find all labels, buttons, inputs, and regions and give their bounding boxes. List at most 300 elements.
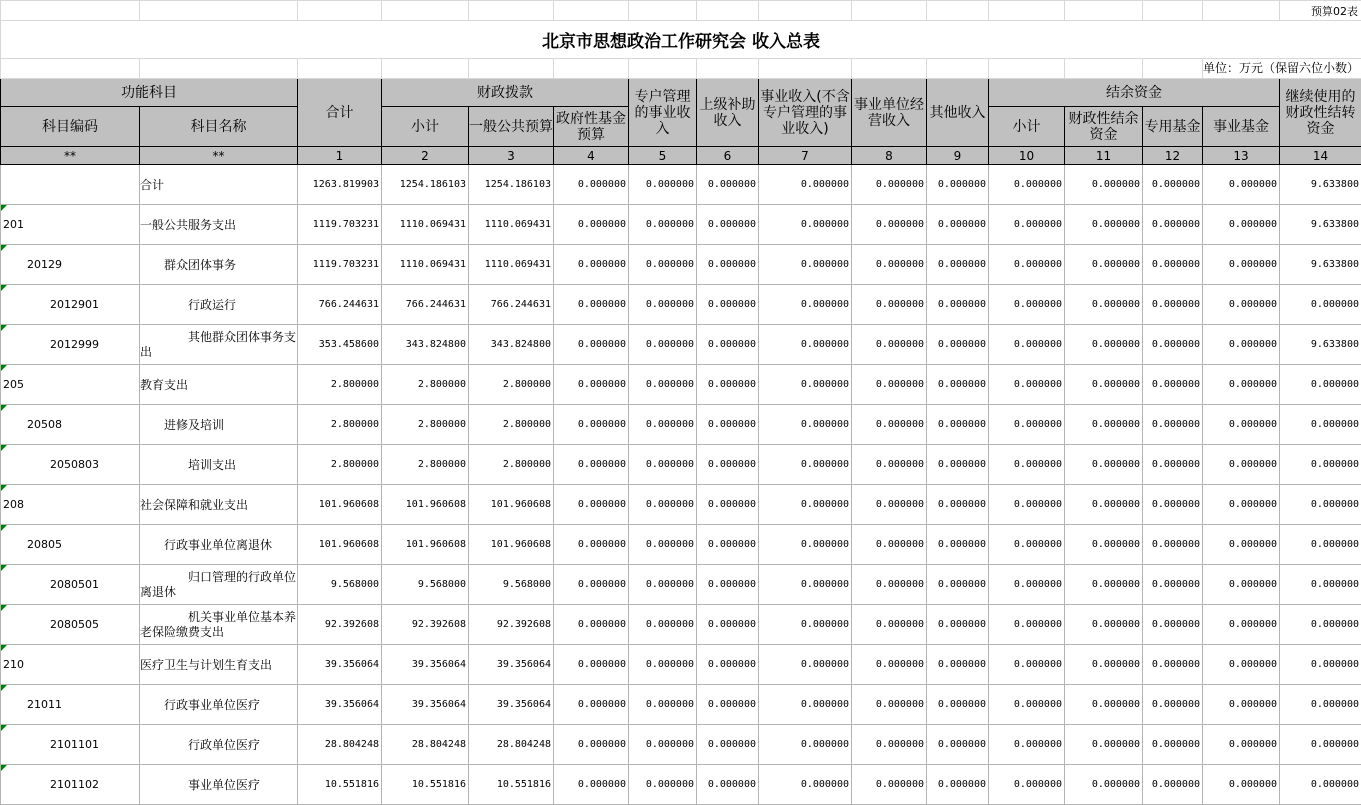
amount-cell[interactable]: 92.392608 — [469, 605, 554, 645]
header-gov-fund-budget[interactable]: 政府性基金预算 — [554, 107, 629, 147]
subject-code-cell[interactable] — [1, 445, 140, 485]
amount-cell[interactable]: 0.000000 — [1143, 765, 1203, 805]
amount-cell[interactable]: 0.000000 — [759, 245, 852, 285]
amount-cell[interactable]: 0.000000 — [1203, 685, 1280, 725]
amount-cell[interactable]: 0.000000 — [1280, 645, 1361, 685]
amount-cell[interactable]: 10.551816 — [469, 765, 554, 805]
amount-cell[interactable]: 0.000000 — [1203, 325, 1280, 365]
amount-cell[interactable]: 766.244631 — [298, 285, 382, 325]
sheet-cell[interactable] — [759, 1, 852, 21]
amount-cell[interactable]: 0.000000 — [697, 165, 759, 205]
amount-cell[interactable]: 0.000000 — [989, 405, 1065, 445]
subject-name-cell[interactable] — [140, 445, 298, 485]
amount-cell[interactable]: 0.000000 — [759, 325, 852, 365]
amount-cell[interactable]: 0.000000 — [852, 725, 927, 765]
amount-cell[interactable]: 0.000000 — [1280, 605, 1361, 645]
amount-cell[interactable]: 0.000000 — [1280, 285, 1361, 325]
amount-cell[interactable]: 0.000000 — [927, 685, 989, 725]
subject-code-cell[interactable] — [1, 605, 140, 645]
amount-cell[interactable]: 0.000000 — [1280, 565, 1361, 605]
subject-name-cell[interactable] — [140, 405, 298, 445]
amount-cell[interactable]: 0.000000 — [697, 205, 759, 245]
subject-name-cell[interactable] — [140, 605, 298, 645]
header-fiscal[interactable]: 财政拨款 — [382, 79, 629, 107]
column-index-cell[interactable]: 5 — [629, 147, 697, 165]
sheet-cell[interactable] — [298, 59, 382, 79]
amount-cell[interactable]: 2.800000 — [298, 365, 382, 405]
subject-name-cell[interactable] — [140, 685, 298, 725]
amount-cell[interactable]: 1254.186103 — [382, 165, 469, 205]
amount-cell[interactable]: 9.568000 — [298, 565, 382, 605]
sheet-cell[interactable] — [1065, 59, 1143, 79]
column-index-cell[interactable]: ** — [1, 147, 140, 165]
header-fiscal-subtotal[interactable]: 小计 — [382, 107, 469, 147]
subject-name-cell[interactable] — [140, 645, 298, 685]
amount-cell[interactable]: 0.000000 — [927, 245, 989, 285]
sheet-cell[interactable] — [629, 59, 697, 79]
header-fiscal-surplus[interactable]: 财政性结余资金 — [1065, 107, 1143, 147]
amount-cell[interactable]: 28.804248 — [382, 725, 469, 765]
subject-code-cell[interactable] — [1, 325, 140, 365]
amount-cell[interactable]: 0.000000 — [852, 405, 927, 445]
amount-cell[interactable]: 0.000000 — [1143, 525, 1203, 565]
amount-cell[interactable]: 0.000000 — [1280, 525, 1361, 565]
amount-cell[interactable]: 0.000000 — [927, 765, 989, 805]
amount-cell[interactable]: 39.356064 — [382, 685, 469, 725]
amount-cell[interactable]: 0.000000 — [1143, 485, 1203, 525]
amount-cell[interactable]: 2.800000 — [382, 445, 469, 485]
amount-cell[interactable]: 0.000000 — [989, 565, 1065, 605]
amount-cell[interactable]: 0.000000 — [927, 605, 989, 645]
amount-cell[interactable]: 0.000000 — [554, 645, 629, 685]
subject-name-cell[interactable] — [140, 325, 298, 365]
amount-cell[interactable]: 0.000000 — [629, 285, 697, 325]
header-general-budget[interactable]: 一般公共预算 — [469, 107, 554, 147]
amount-cell[interactable]: 0.000000 — [852, 605, 927, 645]
amount-cell[interactable]: 0.000000 — [759, 685, 852, 725]
amount-cell[interactable]: 0.000000 — [1280, 765, 1361, 805]
amount-cell[interactable]: 0.000000 — [554, 765, 629, 805]
amount-cell[interactable]: 0.000000 — [1203, 285, 1280, 325]
sheet-cell[interactable] — [1143, 59, 1203, 79]
subject-name-cell[interactable] — [140, 245, 298, 285]
sheet-cell[interactable] — [852, 1, 927, 21]
column-index-cell[interactable]: 4 — [554, 147, 629, 165]
amount-cell[interactable]: 9.633800 — [1280, 325, 1361, 365]
amount-cell[interactable]: 0.000000 — [697, 525, 759, 565]
sheet-cell[interactable] — [554, 59, 629, 79]
amount-cell[interactable]: 0.000000 — [852, 765, 927, 805]
amount-cell[interactable]: 1110.069431 — [382, 205, 469, 245]
amount-cell[interactable]: 0.000000 — [1280, 445, 1361, 485]
amount-cell[interactable]: 0.000000 — [1065, 645, 1143, 685]
amount-cell[interactable]: 39.356064 — [469, 645, 554, 685]
amount-cell[interactable]: 1110.069431 — [469, 205, 554, 245]
amount-cell[interactable]: 0.000000 — [1143, 605, 1203, 645]
amount-cell[interactable]: 39.356064 — [382, 645, 469, 685]
amount-cell[interactable]: 0.000000 — [629, 445, 697, 485]
subject-name-cell[interactable] — [140, 285, 298, 325]
amount-cell[interactable]: 0.000000 — [1143, 285, 1203, 325]
amount-cell[interactable]: 0.000000 — [1280, 485, 1361, 525]
amount-cell[interactable]: 0.000000 — [1065, 685, 1143, 725]
amount-cell[interactable]: 766.244631 — [469, 285, 554, 325]
amount-cell[interactable]: 0.000000 — [629, 685, 697, 725]
amount-cell[interactable]: 0.000000 — [629, 485, 697, 525]
amount-cell[interactable]: 1119.703231 — [298, 245, 382, 285]
amount-cell[interactable]: 0.000000 — [1280, 365, 1361, 405]
amount-cell[interactable]: 0.000000 — [629, 525, 697, 565]
amount-cell[interactable]: 101.960608 — [469, 525, 554, 565]
amount-cell[interactable]: 0.000000 — [852, 285, 927, 325]
amount-cell[interactable]: 0.000000 — [629, 725, 697, 765]
amount-cell[interactable]: 0.000000 — [697, 645, 759, 685]
column-index-cell[interactable]: 2 — [382, 147, 469, 165]
amount-cell[interactable]: 101.960608 — [298, 525, 382, 565]
amount-cell[interactable]: 0.000000 — [1143, 165, 1203, 205]
amount-cell[interactable]: 101.960608 — [382, 525, 469, 565]
amount-cell[interactable]: 0.000000 — [629, 325, 697, 365]
amount-cell[interactable]: 0.000000 — [989, 205, 1065, 245]
amount-cell[interactable]: 0.000000 — [1280, 405, 1361, 445]
column-index-cell[interactable]: 3 — [469, 147, 554, 165]
sheet-cell[interactable] — [1143, 1, 1203, 21]
amount-cell[interactable]: 0.000000 — [852, 245, 927, 285]
amount-cell[interactable]: 0.000000 — [927, 525, 989, 565]
amount-cell[interactable]: 0.000000 — [1143, 445, 1203, 485]
sheet-cell[interactable] — [382, 59, 469, 79]
sheet-cell[interactable] — [140, 59, 298, 79]
header-superior-subsidy[interactable]: 上级补助收入 — [697, 79, 759, 147]
amount-cell[interactable]: 0.000000 — [697, 685, 759, 725]
column-index-cell[interactable]: 13 — [1203, 147, 1280, 165]
amount-cell[interactable]: 0.000000 — [554, 285, 629, 325]
amount-cell[interactable]: 0.000000 — [1203, 645, 1280, 685]
sheet-cell[interactable] — [629, 1, 697, 21]
amount-cell[interactable]: 0.000000 — [554, 245, 629, 285]
column-index-cell[interactable]: 12 — [1143, 147, 1203, 165]
subject-name-cell[interactable] — [140, 765, 298, 805]
amount-cell[interactable]: 0.000000 — [1065, 245, 1143, 285]
amount-cell[interactable]: 0.000000 — [989, 165, 1065, 205]
amount-cell[interactable]: 28.804248 — [298, 725, 382, 765]
sheet-cell[interactable] — [469, 59, 554, 79]
amount-cell[interactable]: 0.000000 — [989, 525, 1065, 565]
amount-cell[interactable]: 0.000000 — [1203, 765, 1280, 805]
amount-cell[interactable]: 0.000000 — [1065, 365, 1143, 405]
amount-cell[interactable]: 0.000000 — [989, 365, 1065, 405]
amount-cell[interactable]: 0.000000 — [697, 285, 759, 325]
amount-cell[interactable]: 0.000000 — [989, 685, 1065, 725]
amount-cell[interactable]: 0.000000 — [1065, 565, 1143, 605]
amount-cell[interactable]: 9.568000 — [469, 565, 554, 605]
sheet-cell[interactable] — [989, 59, 1065, 79]
amount-cell[interactable]: 0.000000 — [554, 205, 629, 245]
amount-cell[interactable]: 0.000000 — [1280, 685, 1361, 725]
amount-cell[interactable]: 2.800000 — [382, 365, 469, 405]
amount-cell[interactable]: 0.000000 — [1203, 165, 1280, 205]
amount-cell[interactable]: 0.000000 — [759, 525, 852, 565]
amount-cell[interactable]: 0.000000 — [759, 405, 852, 445]
amount-cell[interactable]: 0.000000 — [927, 725, 989, 765]
amount-cell[interactable]: 2.800000 — [469, 445, 554, 485]
amount-cell[interactable]: 0.000000 — [697, 325, 759, 365]
amount-cell[interactable]: 0.000000 — [927, 205, 989, 245]
subject-code-cell[interactable] — [1, 285, 140, 325]
amount-cell[interactable]: 0.000000 — [1143, 725, 1203, 765]
sheet-cell[interactable] — [1, 1, 140, 21]
amount-cell[interactable]: 0.000000 — [759, 445, 852, 485]
amount-cell[interactable]: 39.356064 — [469, 685, 554, 725]
amount-cell[interactable]: 0.000000 — [759, 485, 852, 525]
amount-cell[interactable]: 0.000000 — [989, 485, 1065, 525]
sheet-cell[interactable] — [554, 1, 629, 21]
subject-code-cell[interactable] — [1, 645, 140, 685]
amount-cell[interactable]: 0.000000 — [927, 325, 989, 365]
amount-cell[interactable]: 0.000000 — [1143, 325, 1203, 365]
subject-name-cell[interactable] — [140, 725, 298, 765]
sheet-cell[interactable] — [852, 59, 927, 79]
amount-cell[interactable]: 0.000000 — [989, 325, 1065, 365]
unit-label[interactable]: 单位：万元（保留六位小数） — [1203, 59, 1361, 79]
column-index-cell[interactable]: 11 — [1065, 147, 1143, 165]
amount-cell[interactable]: 2.800000 — [469, 365, 554, 405]
sheet-cell[interactable] — [382, 1, 469, 21]
amount-cell[interactable]: 0.000000 — [629, 645, 697, 685]
amount-cell[interactable]: 0.000000 — [554, 605, 629, 645]
amount-cell[interactable]: 0.000000 — [697, 365, 759, 405]
subject-code-cell[interactable] — [1, 245, 140, 285]
amount-cell[interactable]: 0.000000 — [852, 365, 927, 405]
subject-code-cell[interactable] — [1, 485, 140, 525]
column-index-cell[interactable]: 6 — [697, 147, 759, 165]
amount-cell[interactable]: 343.824800 — [469, 325, 554, 365]
amount-cell[interactable]: 2.800000 — [469, 405, 554, 445]
header-special-income[interactable]: 专户管理的事业收入 — [629, 79, 697, 147]
amount-cell[interactable]: 0.000000 — [554, 485, 629, 525]
amount-cell[interactable]: 0.000000 — [1065, 725, 1143, 765]
amount-cell[interactable]: 0.000000 — [697, 245, 759, 285]
amount-cell[interactable]: 0.000000 — [554, 445, 629, 485]
column-index-cell[interactable]: 8 — [852, 147, 927, 165]
amount-cell[interactable]: 101.960608 — [382, 485, 469, 525]
sheet-cell[interactable] — [1, 59, 140, 79]
amount-cell[interactable]: 0.000000 — [1203, 445, 1280, 485]
amount-cell[interactable]: 10.551816 — [382, 765, 469, 805]
amount-cell[interactable]: 0.000000 — [852, 645, 927, 685]
amount-cell[interactable]: 0.000000 — [1065, 485, 1143, 525]
amount-cell[interactable]: 0.000000 — [554, 565, 629, 605]
amount-cell[interactable]: 92.392608 — [298, 605, 382, 645]
subject-code-cell[interactable] — [1, 525, 140, 565]
amount-cell[interactable]: 0.000000 — [697, 445, 759, 485]
amount-cell[interactable]: 0.000000 — [554, 725, 629, 765]
amount-cell[interactable]: 353.458600 — [298, 325, 382, 365]
header-code[interactable]: 科目编码 — [1, 107, 140, 147]
amount-cell[interactable]: 0.000000 — [1203, 245, 1280, 285]
amount-cell[interactable]: 0.000000 — [1065, 525, 1143, 565]
amount-cell[interactable]: 0.000000 — [989, 445, 1065, 485]
header-special-fund[interactable]: 专用基金 — [1143, 107, 1203, 147]
amount-cell[interactable]: 0.000000 — [852, 685, 927, 725]
header-carry-forward[interactable]: 继续使用的财政性结转资金 — [1280, 79, 1361, 147]
amount-cell[interactable]: 0.000000 — [554, 365, 629, 405]
sheet-cell[interactable] — [927, 59, 989, 79]
amount-cell[interactable]: 0.000000 — [852, 445, 927, 485]
amount-cell[interactable]: 0.000000 — [927, 165, 989, 205]
amount-cell[interactable]: 101.960608 — [298, 485, 382, 525]
amount-cell[interactable]: 0.000000 — [1203, 605, 1280, 645]
amount-cell[interactable]: 0.000000 — [852, 565, 927, 605]
amount-cell[interactable]: 0.000000 — [989, 725, 1065, 765]
header-total[interactable]: 合计 — [298, 79, 382, 147]
column-index-cell[interactable]: 7 — [759, 147, 852, 165]
amount-cell[interactable]: 0.000000 — [1203, 525, 1280, 565]
amount-cell[interactable]: 0.000000 — [927, 565, 989, 605]
amount-cell[interactable]: 0.000000 — [927, 445, 989, 485]
form-number[interactable]: 预算02表 — [1280, 1, 1361, 21]
amount-cell[interactable]: 0.000000 — [759, 565, 852, 605]
amount-cell[interactable]: 0.000000 — [697, 765, 759, 805]
subject-code-cell[interactable] — [1, 365, 140, 405]
subject-code-cell[interactable] — [1, 165, 140, 205]
subject-code-cell[interactable] — [1, 685, 140, 725]
amount-cell[interactable]: 0.000000 — [554, 325, 629, 365]
amount-cell[interactable]: 0.000000 — [852, 205, 927, 245]
amount-cell[interactable]: 0.000000 — [554, 165, 629, 205]
column-index-cell[interactable]: ** — [140, 147, 298, 165]
amount-cell[interactable]: 0.000000 — [554, 685, 629, 725]
amount-cell[interactable]: 0.000000 — [1143, 645, 1203, 685]
amount-cell[interactable]: 0.000000 — [927, 285, 989, 325]
sheet-cell[interactable] — [989, 1, 1065, 21]
amount-cell[interactable]: 0.000000 — [1065, 765, 1143, 805]
amount-cell[interactable]: 0.000000 — [697, 565, 759, 605]
sheet-cell[interactable] — [697, 59, 759, 79]
amount-cell[interactable]: 0.000000 — [1203, 725, 1280, 765]
amount-cell[interactable]: 0.000000 — [927, 365, 989, 405]
amount-cell[interactable]: 2.800000 — [298, 445, 382, 485]
amount-cell[interactable]: 2.800000 — [298, 405, 382, 445]
column-index-cell[interactable]: 14 — [1280, 147, 1361, 165]
sheet-cell[interactable] — [1065, 1, 1143, 21]
subject-code-cell[interactable] — [1, 205, 140, 245]
amount-cell[interactable]: 0.000000 — [629, 605, 697, 645]
amount-cell[interactable]: 766.244631 — [382, 285, 469, 325]
subject-name-cell[interactable] — [140, 565, 298, 605]
amount-cell[interactable]: 0.000000 — [1065, 165, 1143, 205]
column-index-cell[interactable]: 10 — [989, 147, 1065, 165]
header-unit-operation[interactable]: 事业单位经营收入 — [852, 79, 927, 147]
amount-cell[interactable]: 1254.186103 — [469, 165, 554, 205]
amount-cell[interactable]: 0.000000 — [1143, 205, 1203, 245]
amount-cell[interactable]: 0.000000 — [629, 365, 697, 405]
header-name[interactable]: 科目名称 — [140, 107, 298, 147]
amount-cell[interactable]: 0.000000 — [759, 165, 852, 205]
amount-cell[interactable]: 0.000000 — [629, 405, 697, 445]
subject-name-cell[interactable] — [140, 205, 298, 245]
header-biz-fund[interactable]: 事业基金 — [1203, 107, 1280, 147]
amount-cell[interactable]: 0.000000 — [759, 765, 852, 805]
amount-cell[interactable]: 1119.703231 — [298, 205, 382, 245]
amount-cell[interactable]: 1110.069431 — [382, 245, 469, 285]
amount-cell[interactable]: 0.000000 — [759, 365, 852, 405]
subject-name-cell[interactable] — [140, 485, 298, 525]
amount-cell[interactable]: 0.000000 — [1203, 565, 1280, 605]
amount-cell[interactable]: 0.000000 — [1065, 445, 1143, 485]
subject-code-cell[interactable] — [1, 565, 140, 605]
amount-cell[interactable]: 0.000000 — [852, 165, 927, 205]
amount-cell[interactable]: 9.633800 — [1280, 245, 1361, 285]
amount-cell[interactable]: 0.000000 — [697, 485, 759, 525]
amount-cell[interactable]: 0.000000 — [1143, 365, 1203, 405]
amount-cell[interactable]: 0.000000 — [1203, 205, 1280, 245]
amount-cell[interactable]: 0.000000 — [759, 605, 852, 645]
sheet-cell[interactable] — [298, 1, 382, 21]
amount-cell[interactable]: 0.000000 — [1143, 245, 1203, 285]
amount-cell[interactable]: 0.000000 — [1143, 565, 1203, 605]
amount-cell[interactable]: 1263.819903 — [298, 165, 382, 205]
header-biz-income[interactable]: 事业收入(不含专户管理的事业收入) — [759, 79, 852, 147]
subject-code-cell[interactable] — [1, 405, 140, 445]
header-surplus-subtotal[interactable]: 小计 — [989, 107, 1065, 147]
amount-cell[interactable]: 92.392608 — [382, 605, 469, 645]
amount-cell[interactable]: 28.804248 — [469, 725, 554, 765]
amount-cell[interactable]: 0.000000 — [989, 645, 1065, 685]
header-func-subject[interactable]: 功能科目 — [1, 79, 298, 107]
amount-cell[interactable]: 0.000000 — [1143, 405, 1203, 445]
amount-cell[interactable]: 0.000000 — [852, 525, 927, 565]
amount-cell[interactable]: 0.000000 — [1203, 405, 1280, 445]
amount-cell[interactable]: 0.000000 — [989, 765, 1065, 805]
amount-cell[interactable]: 39.356064 — [298, 645, 382, 685]
amount-cell[interactable]: 0.000000 — [1143, 685, 1203, 725]
amount-cell[interactable]: 0.000000 — [697, 725, 759, 765]
column-index-cell[interactable]: 9 — [927, 147, 989, 165]
amount-cell[interactable]: 0.000000 — [1065, 205, 1143, 245]
amount-cell[interactable]: 0.000000 — [759, 285, 852, 325]
amount-cell[interactable]: 0.000000 — [759, 645, 852, 685]
amount-cell[interactable]: 0.000000 — [1203, 365, 1280, 405]
amount-cell[interactable]: 0.000000 — [629, 165, 697, 205]
sheet-cell[interactable] — [1203, 1, 1280, 21]
amount-cell[interactable]: 0.000000 — [1065, 325, 1143, 365]
sheet-cell[interactable] — [469, 1, 554, 21]
subject-name-cell[interactable] — [140, 525, 298, 565]
amount-cell[interactable]: 0.000000 — [1065, 285, 1143, 325]
header-other-income[interactable]: 其他收入 — [927, 79, 989, 147]
amount-cell[interactable]: 1110.069431 — [469, 245, 554, 285]
subject-name-cell[interactable] — [140, 165, 298, 205]
sheet-title[interactable]: 北京市思想政治工作研究会 收入总表 — [1, 21, 1361, 59]
header-surplus[interactable]: 结余资金 — [989, 79, 1280, 107]
amount-cell[interactable]: 0.000000 — [554, 525, 629, 565]
amount-cell[interactable]: 343.824800 — [382, 325, 469, 365]
amount-cell[interactable]: 9.633800 — [1280, 205, 1361, 245]
amount-cell[interactable]: 0.000000 — [697, 405, 759, 445]
amount-cell[interactable]: 0.000000 — [697, 605, 759, 645]
amount-cell[interactable]: 0.000000 — [629, 565, 697, 605]
amount-cell[interactable]: 39.356064 — [298, 685, 382, 725]
amount-cell[interactable]: 10.551816 — [298, 765, 382, 805]
amount-cell[interactable]: 0.000000 — [1065, 605, 1143, 645]
amount-cell[interactable]: 0.000000 — [852, 325, 927, 365]
amount-cell[interactable]: 0.000000 — [1280, 725, 1361, 765]
amount-cell[interactable]: 101.960608 — [469, 485, 554, 525]
amount-cell[interactable]: 0.000000 — [554, 405, 629, 445]
sheet-cell[interactable] — [697, 1, 759, 21]
sheet-cell[interactable] — [140, 1, 298, 21]
